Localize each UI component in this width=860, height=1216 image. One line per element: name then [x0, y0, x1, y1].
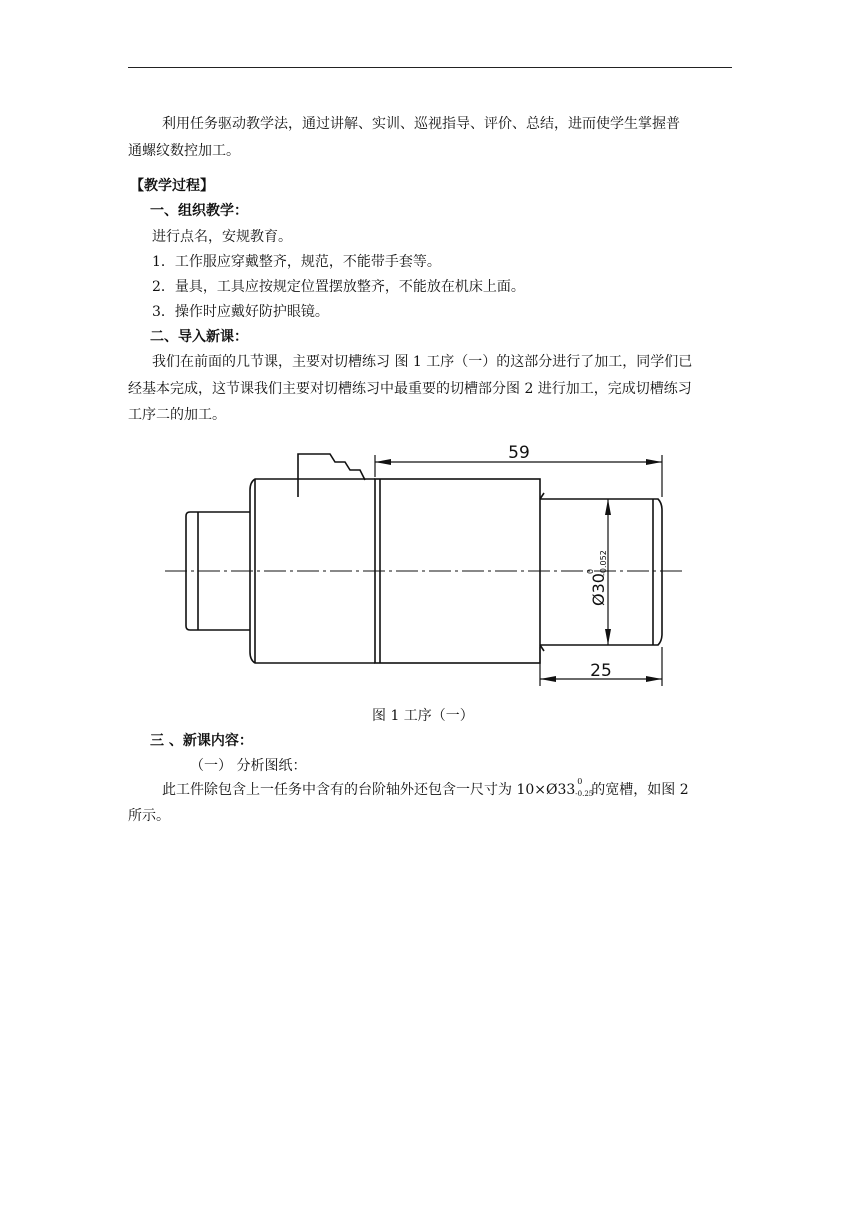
section2-para-line-1: 我们在前面的几节课，主要对切槽练习 图 1 工序（一）的这部分进行了加工，同学们已: [152, 354, 693, 370]
chuck-jaw: [298, 454, 365, 497]
tolerance-stack: 0 -0.25: [575, 777, 594, 798]
section1-heading: 一、组织教学：: [150, 203, 248, 219]
dim-25-label: 25: [590, 661, 612, 681]
section2-para-line-3: 工序二的加工。: [128, 407, 226, 423]
header-rule: [128, 67, 732, 68]
section3-para-line-2: 所示。: [128, 808, 170, 824]
intro-line-1: 利用任务驱动教学法，通过讲解、实训、巡视指导、评价、总结，进而使学生掌握普: [162, 116, 680, 132]
svg-text:-0.052: -0.052: [599, 550, 608, 576]
section1-item-0: 进行点名，安规教育。: [152, 229, 292, 245]
section1-item-3: 3．操作时应戴好防护眼镜。: [152, 304, 329, 320]
section2-heading: 二、导入新课：: [150, 329, 248, 345]
svg-text:Ø30: Ø30: [589, 573, 608, 606]
dim-59-label: 59: [508, 443, 530, 463]
section3-para-prefix: 此工件除包含上一任务中含有的台阶轴外还包含一尺寸为 10×Ø33: [162, 782, 576, 798]
intro-line-2: 通螺纹数控加工。: [128, 143, 240, 159]
figure-caption: 图 1 工序（一）: [372, 708, 474, 724]
shaft-drawing: [160, 440, 690, 700]
svg-text:0: 0: [586, 568, 595, 574]
section2-para-line-2: 经基本完成，这节课我们主要对切槽练习中最重要的切槽部分图 2 进行加工，完成切槽练习: [128, 381, 692, 397]
section1-item-1: 1．工作服应穿戴整齐，规范，不能带手套等。: [152, 254, 441, 270]
section1-item-2: 2．量具，工具应按规定位置摆放整齐，不能放在机床上面。: [152, 279, 525, 295]
dim-diameter-text: [586, 550, 608, 606]
section3-sub-heading: （一） 分析图纸：: [190, 758, 307, 774]
section3-heading: 三 、新课内容：: [150, 733, 253, 749]
process-heading: 【教学过程】: [130, 178, 214, 194]
section3-para-line-1: [162, 777, 689, 799]
section3-para-suffix: 的宽槽，如图 2: [591, 782, 689, 798]
